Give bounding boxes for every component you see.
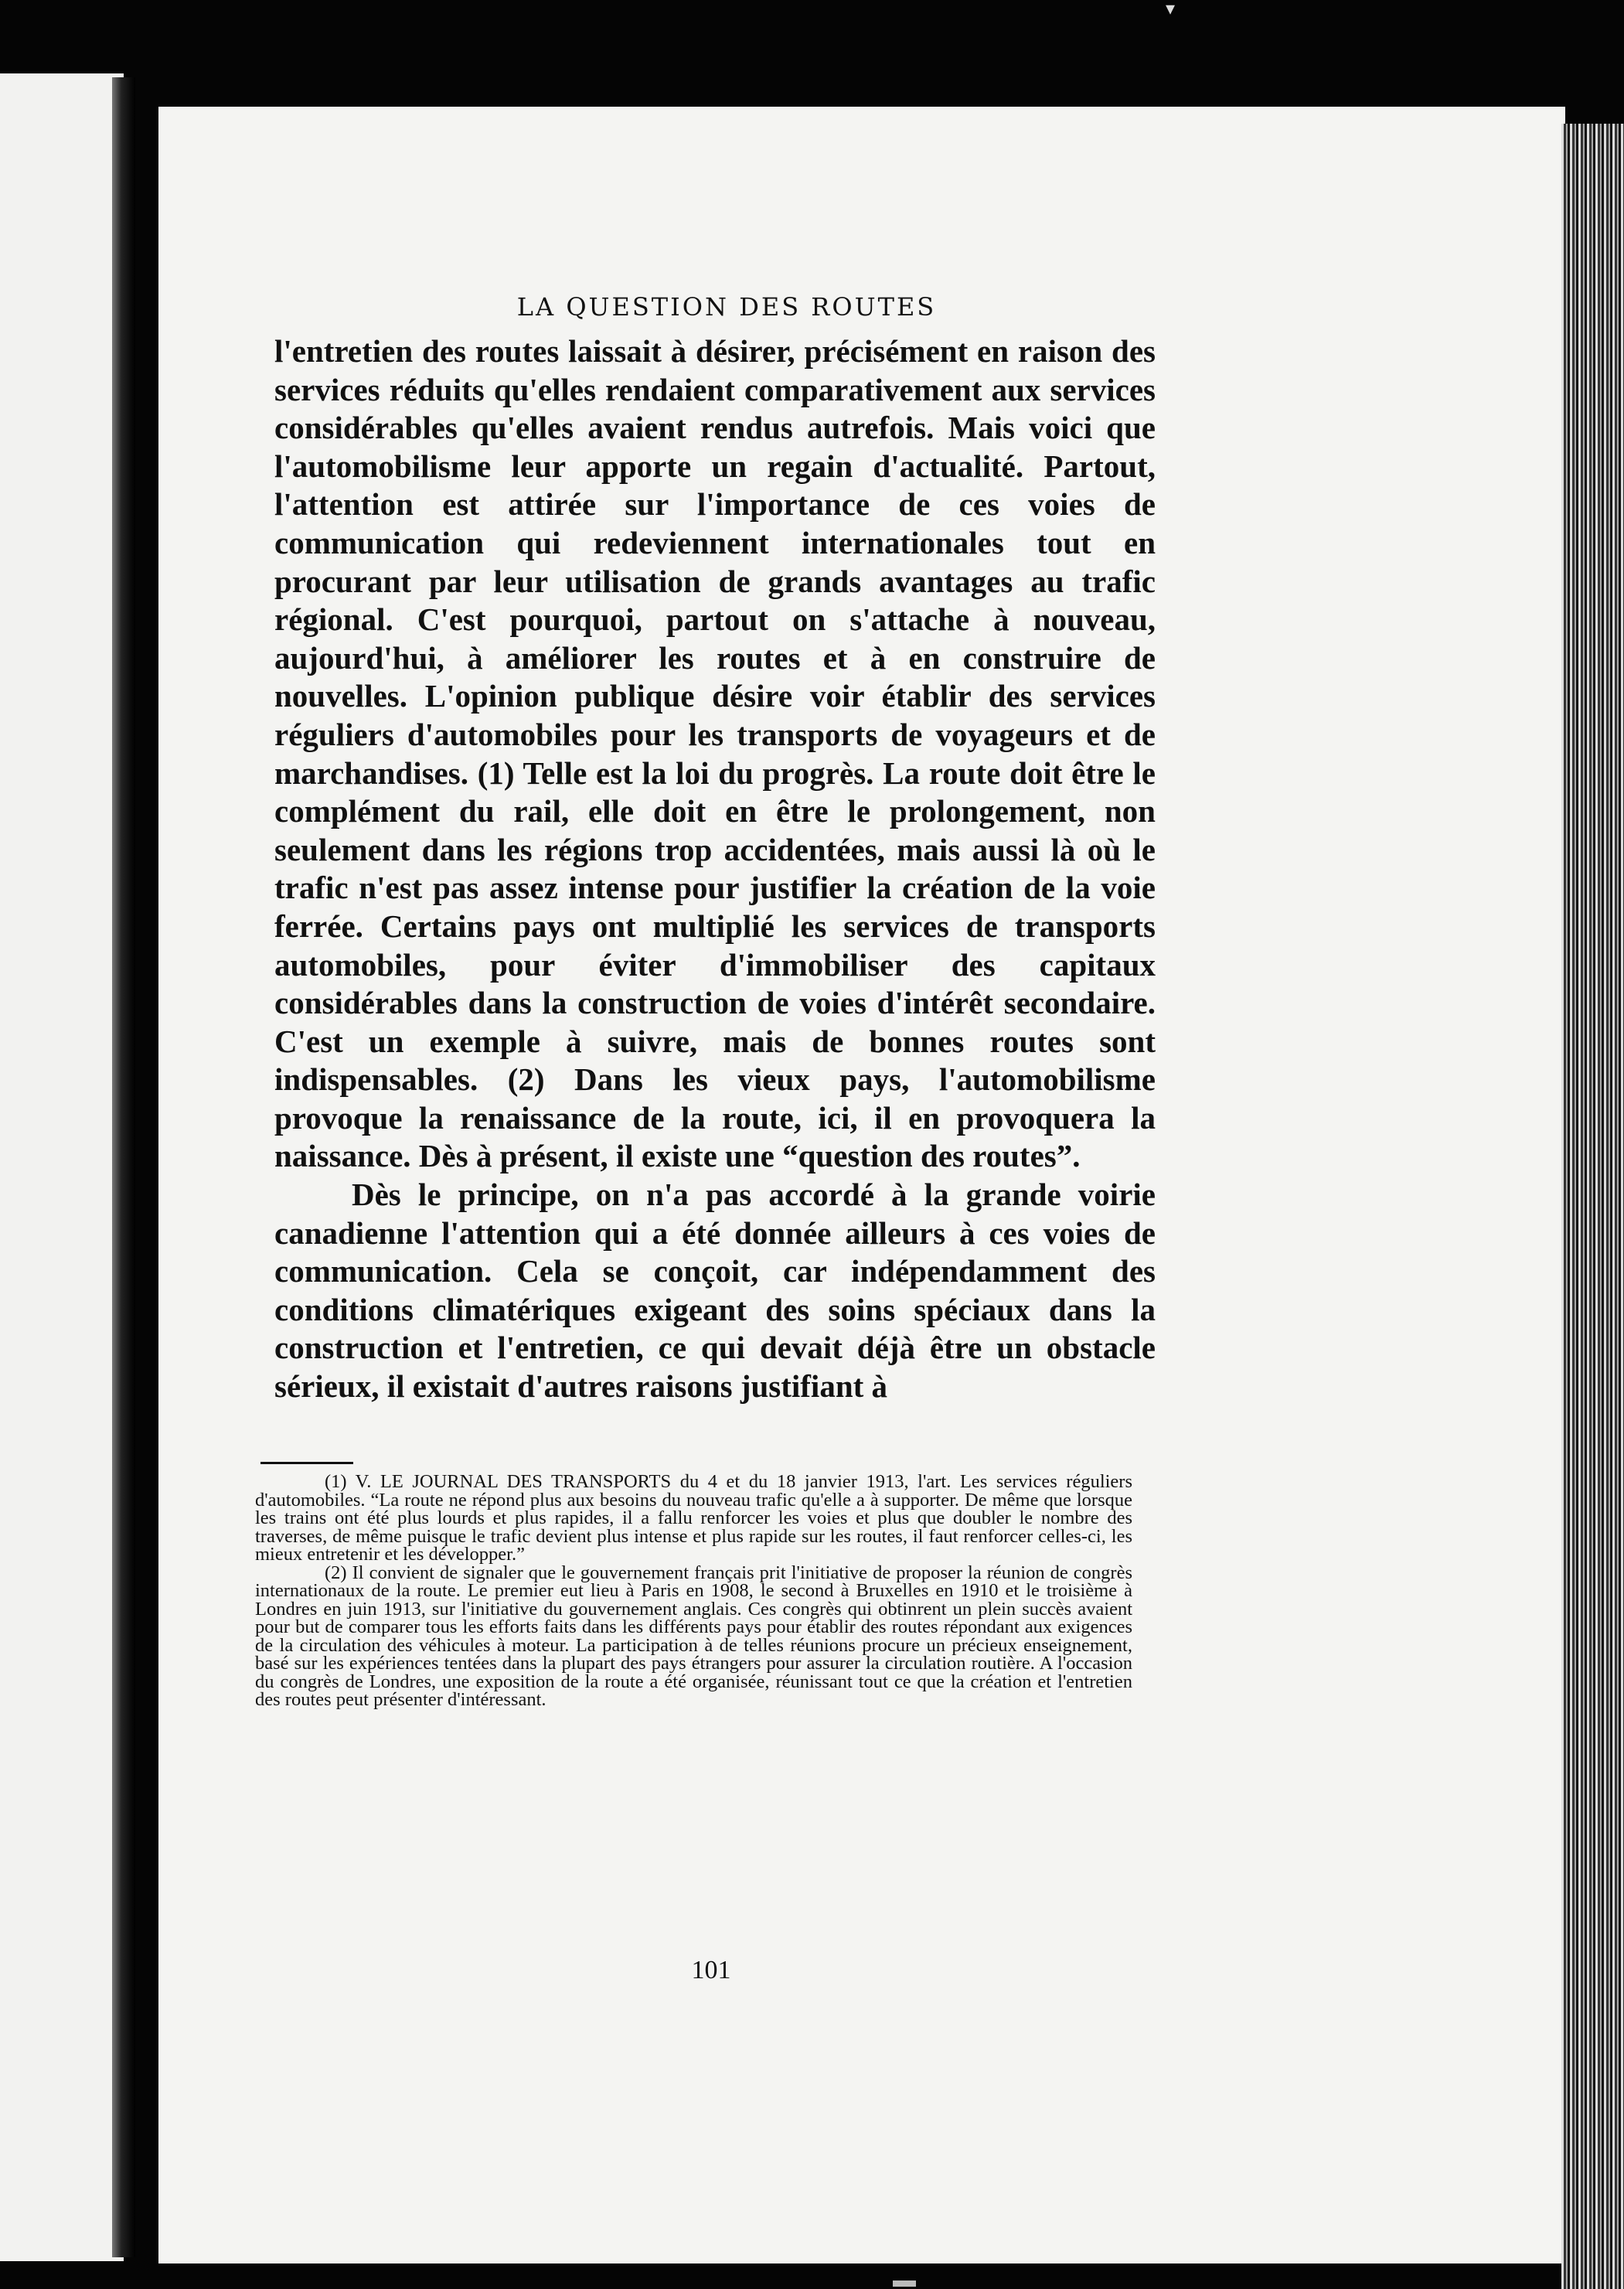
- scan-artifact: [893, 2280, 916, 2287]
- book-gutter: [112, 77, 135, 2257]
- scan-mark-icon: ▾: [1166, 0, 1176, 19]
- facing-page-edge: [0, 73, 124, 2261]
- footnote-2: (2) Il convient de signaler que le gouvernement français prit l'initiative de proposer la réunion de congrès internationaux de la route. Le premier eut lieu à Paris en 1908, le second à Bruxelles en 1910 et le troisième à Londres en juin 1913, sur l'initiative du gouvernement anglais. Ces congrès qui obtinrent un plein succès avaient pour but de comparer tous les efforts faits dans les différents pays pour établir des routes répondant aux exigences de la circulation des véhicules à moteur. La participation à de telles réunions procure un précieux enseignement, basé sur les expériences tentées dans la plupart des pays étrangers pour assurer la circulation routière. A l'occasion du congrès de Londres, une exposition de la route a été organisée, réunissant tout ce que la création et l'entretien des routes peut présenter d'intéressant.: [255, 1562, 1132, 1710]
- paragraph-2: Dès le principe, on n'a pas accordé à la grande voirie canadienne l'attention qui a été donnée ailleurs à ces voies de communication. Cela se conçoit, car indépendamment des conditions climatériques exigeant des soins spéciaux dans la construction et l'entretien, ce qui devait déjà être un obstacle sérieux, il existait d'autres raisons justifiant à: [274, 1177, 1156, 1405]
- main-text: [274, 332, 1156, 1406]
- page-stack-edge: [1561, 124, 1624, 2289]
- paragraph-1: l'entretien des routes laissait à désirer, précisément en raison des services réduits qu'elles rendaient comparativement aux services considérables qu'elles avaient rendus autrefois. Mais voici que l'automobilisme leur apporte un regain d'actualité. Partout, l'attention est attirée sur l'importance de ces voies de communication qui redeviennent internationales tout en procurant par leur utilisation de grands avantages au trafic régional. C'est pourquoi, partout on s'attache à nouveau, aujourd'hui, à améliorer les routes et à en construire de nouvelles. L'opinion publique désire voir établir des services réguliers d'automobiles pour les transports de voyageurs et de marchandises. (1) Telle est la loi du progrès. La route doit être le complément du rail, elle doit en être le prolongement, non seulement dans les régions trop accidentées, mais aussi là où le trafic n'est pas assez intense pour justifier la création de la voie ferrée. Certains pays ont multiplié les services de transports automobiles, pour éviter d'immobiliser des capitaux considérables dans la construction de voies d'intérêt secondaire. C'est un exemple à suivre, mais de bonnes routes sont indispensables. (2) Dans les vieux pays, l'automobilisme provoque la renaissance de la route, ici, il en provoquera la naissance. Dès à présent, il existe une “question des routes”.: [274, 333, 1156, 1174]
- running-title: LA QUESTION DES ROUTES: [516, 292, 937, 322]
- page-number: 101: [691, 1956, 731, 1984]
- footnote-1: (1) V. LE JOURNAL DES TRANSPORTS du 4 et du 18 janvier 1913, l'art. Les services réguliers d'automobiles. “La route ne répond plus aux besoins du nouveau trafic qu'elle a à supporter. De même que lorsque les trains ont été plus lourds et plus rapides, il a fallu renforcer les voies et plus que doubler le nombre des traverses, de même puisque le trafic devient plus intense et plus rapide sur les routes, il faut renforcer celles-ci, les mieux entretenir et les développer.”: [255, 1471, 1132, 1565]
- footnotes: [255, 1473, 1132, 1709]
- footnote-rule: [260, 1462, 353, 1464]
